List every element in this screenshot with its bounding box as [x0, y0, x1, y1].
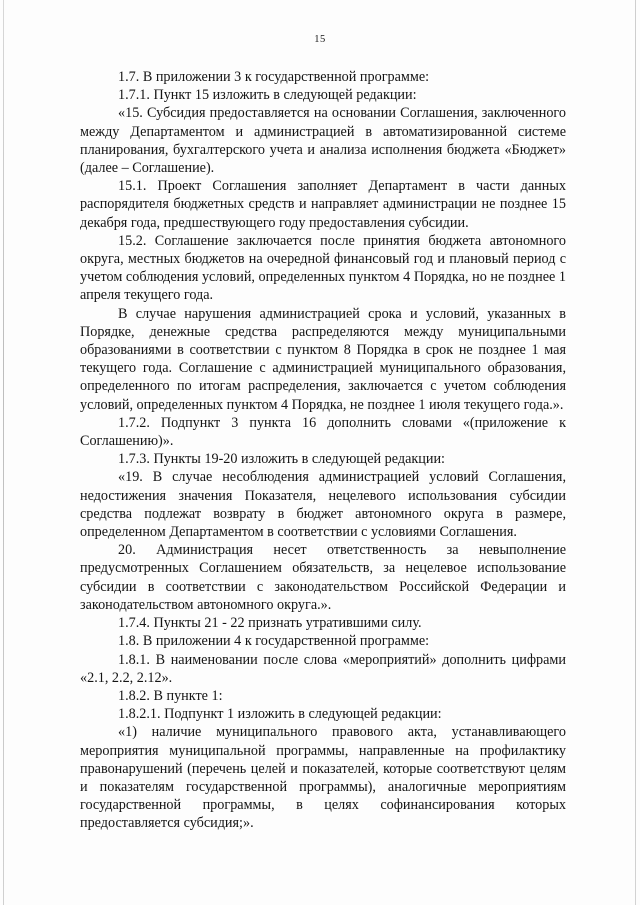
paragraph-1-8-2: 1.8.2. В пункте 1:	[118, 687, 223, 704]
paragraph-item-15-1: 15.1. Проект Соглашения заполняет Департамент в части данных распорядителя бюджетных средств и направляет администрации не позднее 15 декабря года, предшествующего году предоставления субсидии.	[80, 178, 566, 231]
paragraph-1-8-1: 1.8.1. В наименовании после слова «мероприятий» дополнить цифрами «2.1, 2.2, 2.12».	[80, 651, 566, 686]
paragraph-1-7-3: 1.7.3. Пункты 19-20 изложить в следующей редакции:	[118, 451, 445, 468]
paragraph-subitem-1: «1) наличие муниципального правового акта, устанавливающего мероприятия муниципальной программы, направленные на профилактику правонарушений (перечень целей и показателей, которые соответствуют целям и показателям государственной программы), аналогичные мероприятиям государственной программы, в целях софинансирования которых предоставляется субсидия;».	[80, 724, 566, 832]
paragraph-item-19: «19. В случае несоблюдения администрацией условий Соглашения, недостижения значения Показателя, нецелевого использования субсидии средства подлежат возврату в бюджет автономного округа в размере, определенном Департаментом в соответствии с условиями Соглашения.	[80, 469, 566, 541]
page-number: 15	[314, 34, 326, 45]
paragraph-violation-case: В случае нарушения администрацией срока и условий, указанных в Порядке, денежные средства распределяются между муниципальными образованиями в соответствии с пунктом 8 Порядка в срок не позднее 1 мая текущего года. Соглашение с администрацией муниципального образования, определенного по итогам распределения, заключается с учетом соблюдения условий, определенных пунктом 4 Порядка, не позднее 1 июля текущего года.».	[80, 305, 566, 413]
paragraph-1-7-4: 1.7.4. Пункты 21 - 22 признать утратившими силу.	[118, 615, 422, 632]
paragraph-1-7: 1.7. В приложении 3 к государственной программе:	[118, 69, 430, 85]
scan-edge-right	[635, 0, 636, 905]
paragraph-item-15-2: 15.2. Соглашение заключается после принятия бюджета автономного округа, местных бюджетов на очередной финансовый год и плановый период с учетом соблюдения условий, определенных пунктом 4 Порядка, но не позднее 1 апреля текущего года.	[80, 232, 566, 304]
paragraph-1-7-2: 1.7.2. Подпункт 3 пункта 16 дополнить словами «(приложение к Соглашению)».	[80, 414, 566, 450]
paragraph-1-8-2-1: 1.8.2.1. Подпункт 1 изложить в следующей редакции:	[118, 706, 442, 723]
document-body	[80, 68, 566, 833]
paragraph-1-7-1: 1.7.1. Пункт 15 изложить в следующей редакции:	[118, 87, 417, 104]
paragraph-1-8: 1.8. В приложении 4 к государственной программе:	[118, 633, 430, 650]
paragraph-item-20: 20. Администрация несет ответственность за невыполнение предусмотренных Соглашением обязательств, за нецелевое использование субсидии в соответствии с законодательством Российской Федерации и законодательством автономного округа.».	[80, 542, 566, 613]
paragraph-item-15: «15. Субсидия предоставляется на основании Соглашения, заключенного между Департаментом и администрацией в автоматизированной системе планирования, бухгалтерского учета и анализа исполнения бюджета «Бюджет» (далее – Соглашение).	[80, 105, 566, 177]
scan-edge-left	[3, 0, 4, 905]
